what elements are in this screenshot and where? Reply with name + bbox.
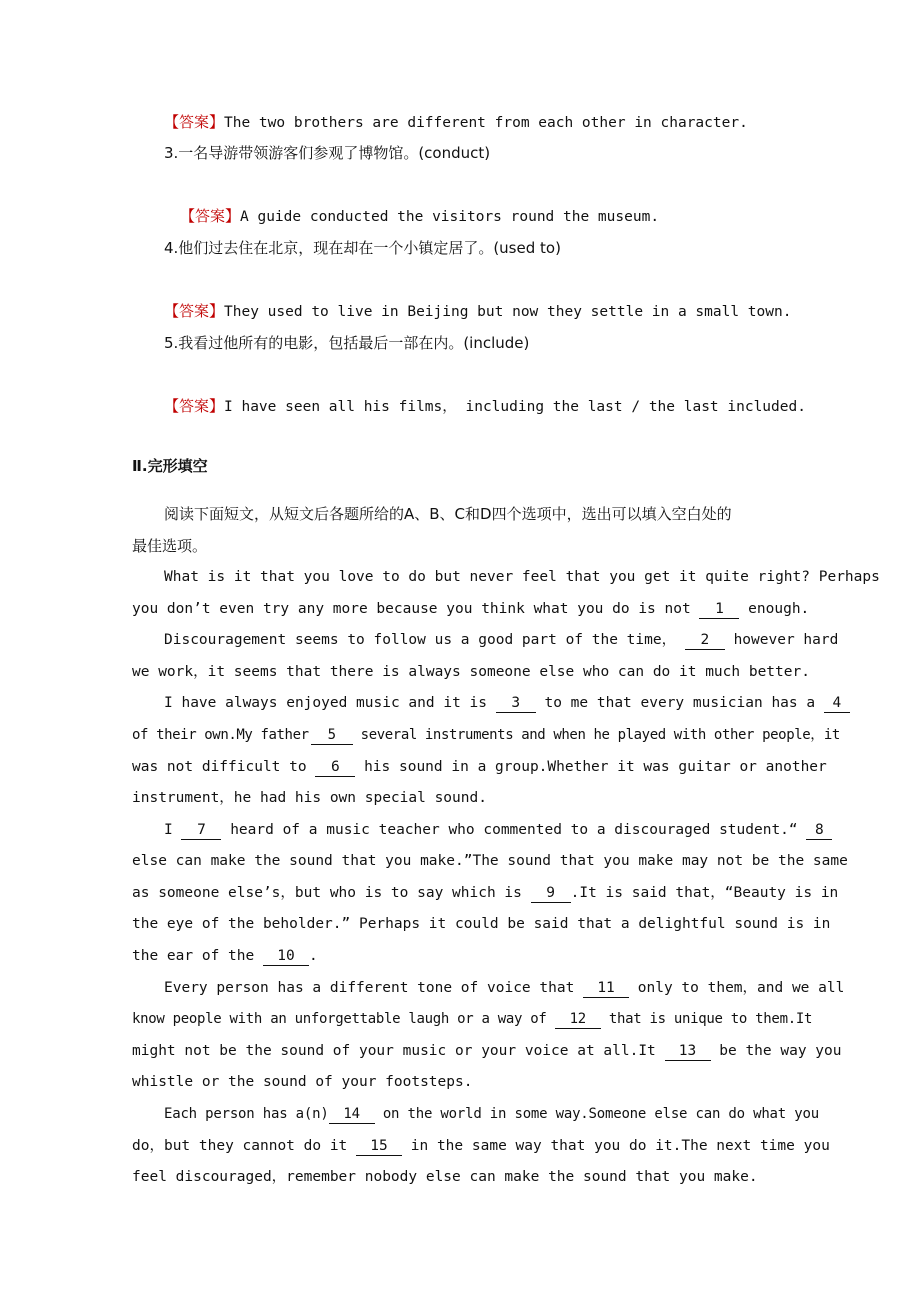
blank-11[interactable]: 11: [583, 979, 629, 998]
answer-tag: 【答案】: [164, 113, 225, 131]
text-segment: I have always enjoyed music and it is: [164, 695, 488, 711]
question-4: 4.他们过去住在北京，现在却在一个小镇定居了。(used to): [164, 239, 561, 257]
answer-5-text: I have seen all his films， including the last / the last included.: [224, 399, 806, 415]
text-segment: Every person has a different tone of voice that: [164, 980, 575, 996]
blank-6[interactable]: 6: [315, 758, 355, 777]
text-segment: heard of a music teacher who commented to a discouraged student.“: [230, 822, 798, 838]
paragraph-1-line-2: [132, 599, 809, 619]
paragraph-5-line-3: [132, 1041, 841, 1061]
text-segment: Discouragement seems to follow us a good part of the time，: [164, 632, 677, 648]
paragraph-5-line-1: [164, 978, 844, 998]
text-segment: in the same way that you do it.The next time you: [410, 1138, 830, 1154]
paragraph-4-line-3: [132, 883, 838, 903]
paragraph-5-line-2: [132, 1009, 812, 1029]
instruction-line-2: 最佳选项。: [132, 537, 208, 555]
answer-5-line: [164, 396, 806, 417]
instruction-line-1: 阅读下面短文，从短文后各题所给的A、B、C和D四个选项中，选出可以填入空白处的: [164, 505, 732, 523]
answer-3-text: A guide conducted the visitors round the museum.: [240, 209, 660, 225]
answer-tag: 【答案】: [164, 397, 225, 415]
text-segment: I: [164, 822, 173, 838]
paragraph-2-line-1: [164, 630, 838, 650]
answer-4-line: [164, 301, 791, 322]
paragraph-1-line-1: What is it that you love to do but never feel that you get it quite right? Perhaps: [164, 569, 880, 585]
blank-12[interactable]: 12: [555, 1010, 601, 1029]
answer-tag: 【答案】: [180, 207, 241, 225]
blank-10[interactable]: 10: [263, 947, 309, 966]
answer-4-text: They used to live in Beijing but now they settle in a small town.: [224, 304, 792, 320]
paragraph-4-line-1: [164, 820, 832, 840]
text-segment: be the way you: [719, 1043, 842, 1059]
text-segment: that is unique to them.It: [608, 1011, 813, 1027]
blank-1[interactable]: 1: [699, 600, 739, 619]
paragraph-5-line-4: whistle or the sound of your footsteps.: [132, 1074, 473, 1090]
text-segment: of their own.My father: [132, 727, 309, 743]
text-segment: know people with an unforgettable laugh or a way of: [132, 1011, 547, 1027]
text-segment: might not be the sound of your music or your voice at all.It: [132, 1043, 656, 1059]
text-segment: .It is said that，“Beauty is in: [570, 885, 839, 901]
blank-8[interactable]: 8: [806, 821, 832, 840]
paragraph-6-line-3: feel discouraged，remember nobody else can make the sound that you make.: [132, 1169, 758, 1185]
paragraph-3-line-4: instrument，he had his own special sound.: [132, 790, 487, 806]
text-segment: his sound in a group.Whether it was guitar or another: [364, 759, 827, 775]
text-segment: to me that every musician has a: [544, 695, 816, 711]
paragraph-6-line-2: [132, 1136, 830, 1156]
paragraph-3-line-2: [132, 725, 840, 745]
blank-13[interactable]: 13: [665, 1042, 711, 1061]
question-5: 5.我看过他所有的电影，包括最后一部在内。(include): [164, 334, 530, 352]
paragraph-3-line-3: [132, 757, 827, 777]
answer-tag: 【答案】: [164, 302, 225, 320]
text-segment: on the world in some way.Someone else can do what you: [382, 1106, 819, 1122]
blank-2[interactable]: 2: [685, 631, 725, 650]
answer-2-line: [164, 112, 748, 133]
text-segment: do，but they cannot do it: [132, 1138, 348, 1154]
text-segment: was not difficult to: [132, 759, 307, 775]
blank-4[interactable]: 4: [824, 694, 850, 713]
text-segment: .: [308, 948, 318, 964]
blank-3[interactable]: 3: [496, 694, 536, 713]
text-segment: enough.: [748, 601, 810, 617]
paragraph-4-line-4: the eye of the beholder.” Perhaps it could be said that a delightful sound is in: [132, 916, 831, 932]
paragraph-4-line-2: else can make the sound that you make.”The sound that you make may not be the same: [132, 853, 848, 869]
blank-14[interactable]: 14: [329, 1105, 375, 1124]
text-segment: Each person has a(n): [164, 1106, 329, 1122]
text-segment: the ear of the: [132, 948, 255, 964]
question-3: 3.一名导游带领游客们参观了博物馆。(conduct): [164, 144, 491, 162]
paragraph-3-line-1: [164, 693, 850, 713]
section-title: Ⅱ.完形填空: [132, 457, 208, 475]
paragraph-4-line-5: [132, 946, 318, 966]
answer-3-line: [180, 206, 659, 227]
paragraph-2-line-2: we work，it seems that there is always someone else who can do it much better.: [132, 664, 810, 680]
text-segment: you don’t even try any more because you think what you do is not: [132, 601, 691, 617]
answer-2-text: The two brothers are different from each other in character.: [224, 115, 748, 131]
blank-15[interactable]: 15: [356, 1137, 402, 1156]
text-segment: as someone else’s，but who is to say which is: [132, 885, 522, 901]
text-segment: however hard: [733, 632, 839, 648]
text-segment: several instruments and when he played with other people，it: [360, 727, 840, 743]
text-segment: only to them，and we all: [637, 980, 845, 996]
blank-7[interactable]: 7: [181, 821, 221, 840]
blank-9[interactable]: 9: [531, 884, 571, 903]
paragraph-6-line-1: [164, 1104, 819, 1124]
blank-5[interactable]: 5: [311, 726, 353, 745]
